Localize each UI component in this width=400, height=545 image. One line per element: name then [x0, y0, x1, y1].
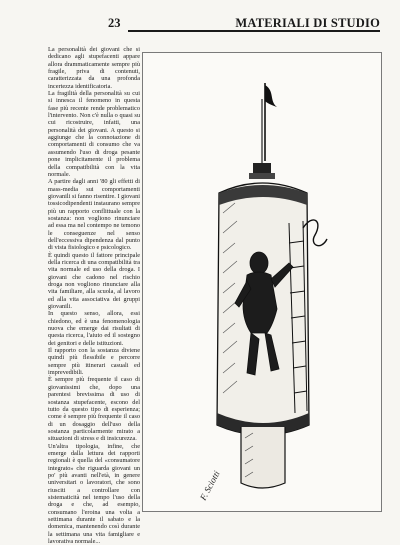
syringe-illustration [142, 52, 382, 512]
article-paragraph: La personalità dei giovani che si dedicano agli stupefacenti appare allora drammaticamente sempre più fragile, priva di contenuti, caratterizzata da una profonda incertezza identificatoria. [48, 46, 140, 90]
header-rule [128, 30, 380, 32]
page-header [0, 0, 400, 34]
article-paragraph: In questo senso, allora, essi chiedono, ed è una fenomenologia nuova che emerge dai risultati di questa ricerca, l'aiuto ed il sostegno dei genitori e delle istituzioni. [48, 310, 140, 347]
article-paragraph: Il rapporto con la sostanza diviene quindi più flessibile e percorre sempre più itinerari casuali ed imprevedibili. [48, 347, 140, 377]
section-title: MATERIALI DI STUDIO [235, 16, 380, 30]
article-paragraph: Un'altra tipologia, infine, che emerge dalla lettura dei rapporti regionali è quella del «consumatore integrato» che riguarda giovani un po' più avanti nell'età, in genere universitari o lavoratori, che sono riusciti a controllare con sistematicità nel tempo l'uso della droga e che, ad esempio, consumano l'eroina una volta a settimana durante il sabato e la domenica, mantenendo così durante la settimana una vita famigliare e lavorativa normale... [48, 442, 140, 545]
flag [265, 85, 277, 107]
article-column [48, 46, 140, 545]
artist-signature: F. Sciotti [197, 469, 222, 502]
article-paragraph: È sempre più frequente il caso di giovanissimi che, dopo una parentesi brevissima di uso di sostanza stupefacente, escono del tutto da questo tipo di esperienza; come è sempre più frequente il caso di un dosaggio dell'uso della sostanza particolarmente mirato a situazioni di stress e di insicurezza. [48, 376, 140, 443]
article-paragraph: È quindi questo il fattore principale della ricerca di una compatibilità tra vita normale ed uso della droga. I giovani che cadono nel rischio droga non vogliono rinunciare alla vita familiare, alla scuola, al lavoro ed alla vita associativa dei gruppi giovanili. [48, 251, 140, 311]
article-paragraph: La fragilità della personalità su cui si innesca il fenomeno in questa fase più recente rende problematico l'intervento. Non c'è nulla o quasi su cui ricostruire, infatti, una personalità dei giovani. A questo si aggiunge che la connotazione di comportamenti di consumo che va assumendo l'uso di droga pesante pone implicitamente il problema della compatibilità con la vita normale. [48, 90, 140, 178]
article-paragraph: A partire dagli anni '80 gli effetti di mass-media sui comportamenti giovanili si fanno risentire. I giovani tossicodipendenti instaurano sempre più un rapporto conflittuale con la sostanza: non vogliono rinunciare ad essa ma nel contempo ne temono le conseguenze nel senso dell'eccessiva dipendenza dal punto di vista fisiologico e psicologico. [48, 178, 140, 252]
syringe-drawing [143, 53, 381, 511]
page-number: 23 [108, 16, 121, 30]
